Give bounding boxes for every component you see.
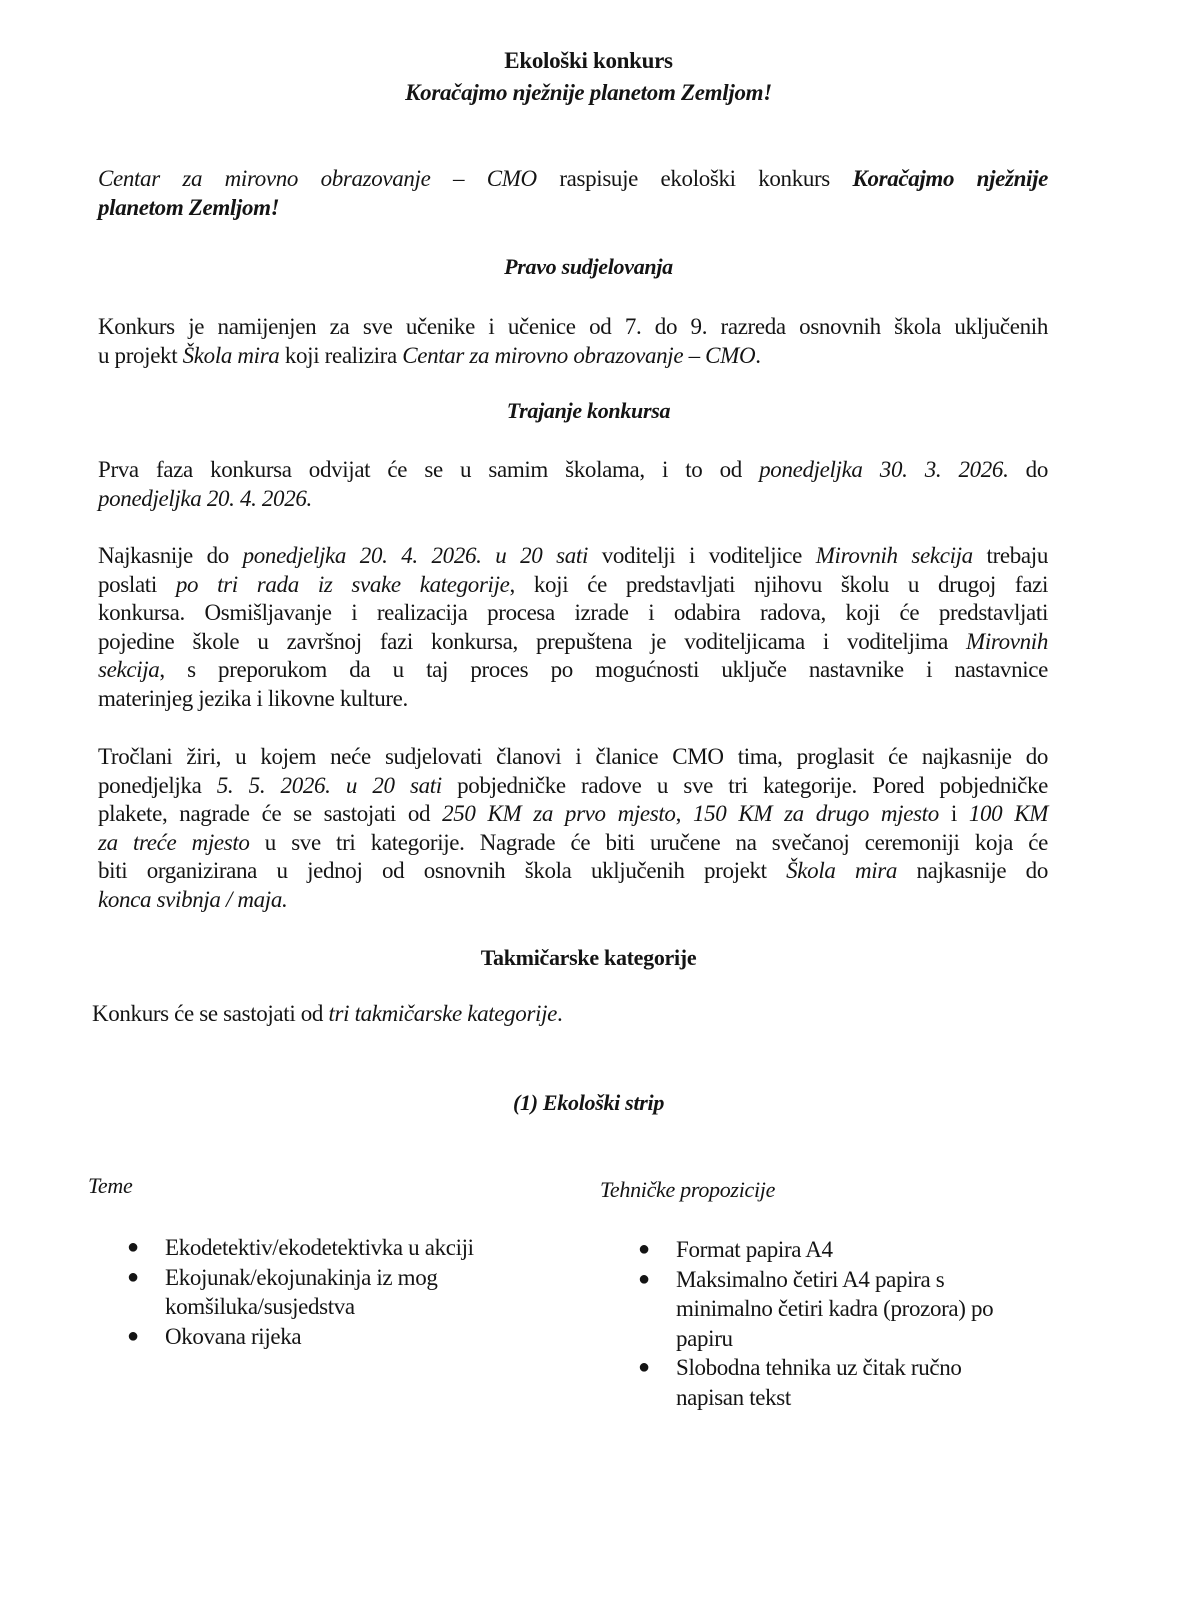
jury-paragraph: Tročlani žiri, u kojem neće sudjelovati članovi i članice CMO tima, proglasit će najkasnije do ponedjeljka 5. 5. 2026. u 20 sati pobjedničke radove u sve tri kategorije. Pored pobjedničke plakete, nagrade će se sastojati od 250 KM za prvo mjesto, 150 KM za drugo mjesto i 100 KM za treće mjesto u sve tri kategorije. Nagrade će biti uručene na svečanoj ceremoniji koja će biti organizirana u jednoj od osnovnih škola uključenih projekt Škola mira najkasnije do konca svibnja / maja. [98, 744, 1049, 912]
contest-name: Koračajmo nježnije [852, 166, 1048, 191]
list-item: ● Okovana rijeka [127, 1322, 547, 1352]
themes-list [127, 1233, 547, 1351]
document-subtitle: Koračajmo nježnije planetom Zemljom! [405, 80, 772, 105]
participation-paragraph: Konkurs je namijenjen za sve učenike i učenice od 7. do 9. razreda osnovnih škola uključenih u projekt Škola mira koji realizira Centar za mirovno obrazovanje – CMO. [98, 314, 1048, 368]
bullet-icon: ● [127, 1265, 139, 1288]
list-item: ● Slobodna tehnika uz čitak ručno napisan tekst [638, 1355, 962, 1410]
bullet-icon: ● [127, 1236, 139, 1258]
list-item: ● Ekojunak/ekojunakinja iz mog komšiluka/susjedstva [127, 1264, 438, 1319]
heading-strip: (1) Ekološki strip [512, 1090, 665, 1115]
document-title: Ekološki konkurs [504, 48, 673, 73]
duration-paragraph-1: Prva faza konkursa odvijat će se u samim školama, i to od ponedjeljka 30. 3. 2026. do ponedjeljka 20. 4. 2026. [98, 457, 1048, 511]
categories-paragraph: Konkurs će se sastojati od tri takmičarske kategorije. [92, 1001, 563, 1026]
list-item: ● Format papira A4 [638, 1235, 1058, 1265]
tech-label: Tehničke propozicije [600, 1177, 776, 1202]
org-name: Centar za mirovno obrazovanje – CMO [98, 166, 537, 191]
bullet-icon: ● [127, 1324, 139, 1347]
bullet-icon: ● [638, 1238, 650, 1260]
themes-label: Teme [88, 1173, 133, 1198]
bullet-icon: ● [638, 1267, 650, 1290]
duration-paragraph-2: Najkasnije do ponedjeljka 20. 4. 2026. u 20 sati voditelji i voditeljice Mirovnih sekcija trebaju poslati po tri rada iz svake kategorije, koji će predstavljati njihovu školu u drugoj fazi konkursa. Osmišljavanje i realizacija procesa izrade i odabira radova, koji će predstavljati pojedine škole u završnoj fazi konkursa, prepuštena je voditeljicama i voditeljima Mirovnih sekcija, s preporukom da u taj proces po mogućnosti uključe nastavnike i nastavnice materinjeg jezika i likovne kulture. [98, 543, 1049, 711]
intro-paragraph: Centar za mirovno obrazovanje – CMO raspisuje ekološki konkurs Koračajmo nježnije planetom Zemljom! [98, 166, 1048, 220]
heading-categories: Takmičarske kategorije [480, 945, 697, 970]
bullet-icon: ● [638, 1356, 650, 1378]
heading-participation: Pravo sudjelovanja [504, 254, 673, 279]
heading-duration: Trajanje konkursa [506, 398, 671, 423]
list-item: ● Ekodetektiv/ekodetektivka u akciji [127, 1233, 547, 1263]
list-item: ● Maksimalno četiri A4 papira s minimalno četiri kadra (prozora) po papiru [638, 1266, 994, 1351]
tech-list [638, 1235, 1058, 1412]
